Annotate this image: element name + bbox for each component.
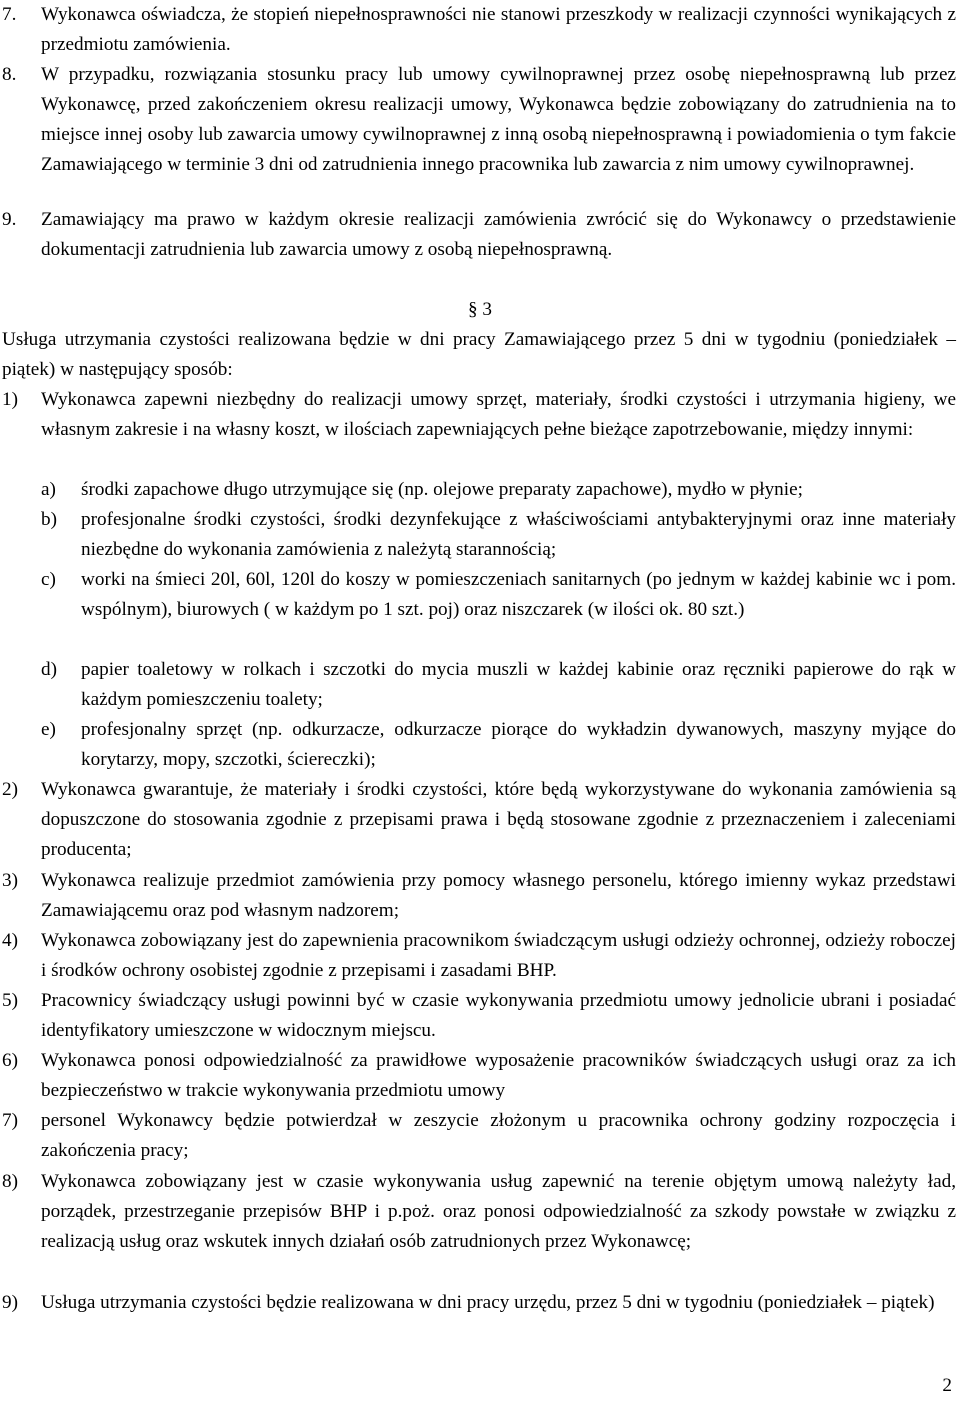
sub-item	[41, 505, 956, 565]
list-item	[0, 385, 956, 445]
item-number: 2)	[2, 779, 18, 800]
item-number: 1)	[2, 389, 18, 410]
sub-item-label: d)	[41, 659, 57, 680]
section-heading: § 3	[468, 299, 492, 320]
list-item	[0, 1046, 956, 1106]
sub-item	[41, 475, 956, 505]
item-text: Zamawiający ma prawo w każdym okresie realizacji zamówienia zwrócić się do Wykonawcy o przedstawienie dokumentacji zatrudnienia lub zawarcia umowy z osobą niepełnosprawną.	[41, 209, 956, 260]
item-number: 3)	[2, 870, 18, 891]
item-text: personel Wykonawcy będzie potwierdzał w zeszycie złożonym u pracownika ochrony godziny rozpoczęcia i zakończenia pracy;	[41, 1110, 956, 1161]
item-text: Wykonawca oświadcza, że stopień niepełnosprawności nie stanowi przeszkody w realizacji czynności wynikających z przedmiotu zamówienia.	[41, 4, 956, 55]
list-item	[0, 986, 956, 1046]
sub-item	[41, 715, 956, 775]
sub-item-label: c)	[41, 569, 56, 590]
sub-item	[41, 655, 956, 715]
item-number: 8.	[2, 64, 17, 85]
item-text: Usługa utrzymania czystości będzie realizowana w dni pracy urzędu, przez 5 dni w tygodniu (poniedziałek – piątek)	[41, 1292, 935, 1313]
item-number: 8)	[2, 1171, 18, 1192]
item-number: 6)	[2, 1050, 18, 1071]
sub-item-text: profesjonalny sprzęt (np. odkurzacze, odkurzacze piorące do wykładzin dywanowych, maszyny myjące do korytarzy, mopy, szczotki, ściereczki);	[81, 719, 956, 770]
item-text: W przypadku, rozwiązania stosunku pracy lub umowy cywilnoprawnej przez osobę niepełnosprawną lub przez Wykonawcę, przed zakończeniem okresu realizacji umowy, Wykonawca będzie zobowiązany do zatrudnienia na to miejsce innej osoby lub zawarcia umowy cywilnoprawnej z inną osobą niepełnosprawną i powiadomienia o tym fakcie Zamawiającego w terminie 3 dni od zatrudnienia innego pracownika lub zawarcia z nim umowy cywilnoprawnej.	[41, 64, 956, 175]
item-number: 9)	[2, 1292, 18, 1313]
item-text: Wykonawca gwarantuje, że materiały i środki czystości, które będą wykorzystywane do wykonania zamówienia są dopuszczone do stosowania zgodnie z przepisami prawa i będą stosowane zgodnie z przeznaczeniem i zaleceniami producenta;	[41, 779, 956, 860]
sub-item-label: e)	[41, 719, 56, 740]
item-number: 5)	[2, 990, 18, 1011]
list-item	[0, 775, 956, 865]
item-text: Wykonawca realizuje przedmiot zamówienia przy pomocy własnego personelu, którego imienny wykaz przedstawi Zamawiającemu oraz pod własnym nadzorem;	[41, 870, 956, 921]
list-item	[0, 926, 956, 986]
list-item	[0, 1167, 956, 1257]
item-number: 4)	[2, 930, 18, 951]
sub-item-label: b)	[41, 509, 57, 530]
list-item	[0, 1106, 956, 1166]
sub-item-text: profesjonalne środki czystości, środki dezynfekujące z właściwościami antybakteryjnymi oraz inne materiały niezbędne do wykonania zamówienia z należytą starannością;	[81, 509, 956, 560]
item-text: Pracownicy świadczący usługi powinni być w czasie wykonywania przedmiotu umowy jednolicie ubrani i posiadać identyfikatory umieszczone w widocznym miejscu.	[41, 990, 956, 1041]
item-text: Wykonawca ponosi odpowiedzialność za prawidłowe wyposażenie pracowników świadczących usługi oraz za ich bezpieczeństwo w trakcie wykonywania przedmiotu umowy	[41, 1050, 956, 1101]
item-number: 7.	[2, 4, 17, 25]
sub-item	[41, 565, 956, 625]
sub-item-text: worki na śmieci 20l, 60l, 120l do koszy w pomieszczeniach sanitarnych (po jednym w każdej kabinie wc i pom. wspólnym), biurowych ( w każdym po 1 szt. poj) oraz niszczarek (w ilości ok. 80 szt.)	[81, 569, 956, 620]
list-item	[0, 60, 956, 180]
list-item	[0, 866, 956, 926]
list-item	[0, 0, 956, 60]
intro-paragraph: Usługa utrzymania czystości realizowana będzie w dni pracy Zamawiającego przez 5 dni w tygodniu (poniedziałek – piątek) w następujący sposób:	[2, 329, 956, 380]
sub-item-text: środki zapachowe długo utrzymujące się (np. olejowe preparaty zapachowe), mydło w płynie;	[81, 479, 803, 500]
item-number: 7)	[2, 1110, 18, 1131]
item-text: Wykonawca zobowiązany jest w czasie wykonywania usług zapewnić na terenie objętym umową należyty ład, porządek, przestrzeganie przepisów BHP i p.poż. oraz ponosi odpowiedzialność za szkody powstałe w związku z realizacją usług oraz wskutek innych działań osób zatrudnionych przez Wykonawcę;	[41, 1171, 956, 1252]
item-number: 9.	[2, 209, 17, 230]
sub-item-text: papier toaletowy w rolkach i szczotki do mycia muszli w każdej kabinie oraz ręczniki papierowe do rąk w każdym pomieszczeniu toalety;	[81, 659, 956, 710]
list-item	[0, 1288, 956, 1318]
sub-item-label: a)	[41, 479, 56, 500]
item-text: Wykonawca zobowiązany jest do zapewnienia pracownikom świadczącym usługi odzieży ochronnej, odzieży roboczej i środków ochrony osobistej zgodnie z przepisami i zasadami BHP.	[41, 930, 956, 981]
item-text: Wykonawca zapewni niezbędny do realizacji umowy sprzęt, materiały, środki czystości i utrzymania higieny, we własnym zakresie i na własny koszt, w ilościach zapewniających pełne bieżące zapotrzebowanie, między innymi:	[41, 389, 956, 440]
list-item	[0, 205, 956, 265]
page-number: 2	[942, 1375, 952, 1396]
